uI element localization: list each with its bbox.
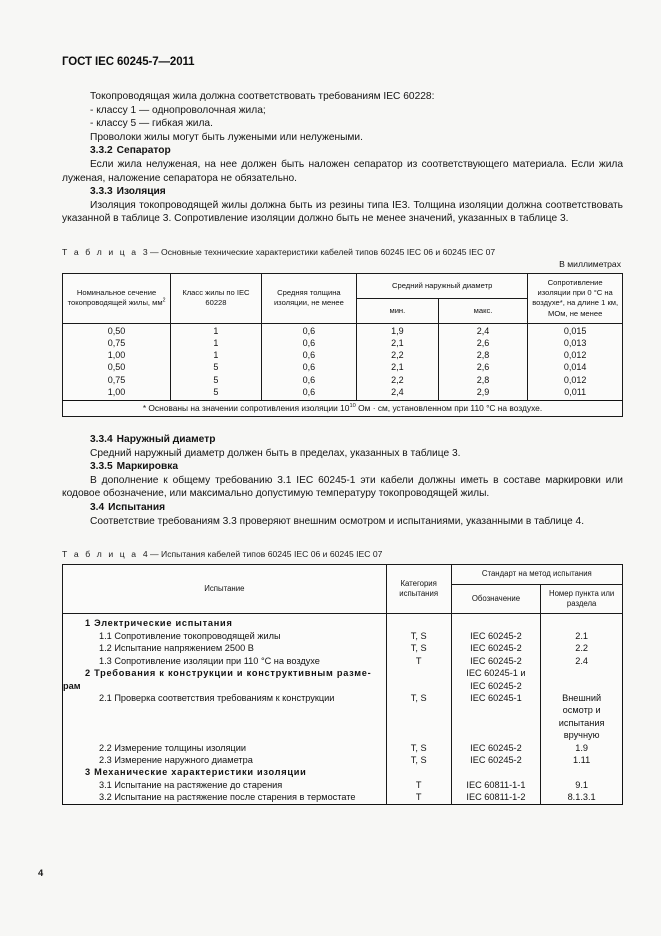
- clause-heading-3-4: [62, 501, 623, 515]
- table4-group-label-continued: рам: [63, 680, 81, 691]
- table4-cell-test: [63, 692, 387, 704]
- table-row: [63, 766, 623, 778]
- table4-sub-label: 1.1 Сопротивление токопроводящей жилы: [99, 630, 281, 641]
- clause-number-3-3-3: 3.3.3: [90, 186, 113, 198]
- table4-cell-designation: IEC 60245-1 и: [451, 667, 541, 679]
- clause-number-3-3-5: 3.3.5: [90, 461, 113, 473]
- clause-title-3-3-5: Маркировка: [116, 461, 179, 473]
- table3-cell: 2,8: [438, 350, 528, 362]
- table3-cell: 2,2: [356, 374, 438, 386]
- table4-cell-test: [63, 680, 387, 692]
- table3-cell: 2,1: [356, 362, 438, 374]
- table4-cell-designation: IEC 60245-2: [451, 642, 541, 654]
- paragraph-tinned-wires: Проволоки жилы могут быть лужеными или нелужеными.: [90, 131, 363, 143]
- table4-cell-designation: [451, 729, 541, 741]
- table3-cell: 2,4: [356, 386, 438, 400]
- table-row: [63, 642, 623, 654]
- clause-title-3-3-4: Наружный диаметр: [116, 434, 216, 446]
- table3-cell: 0,012: [528, 350, 623, 362]
- table3-th-group-mean-diameter: Средний наружный диаметр: [356, 273, 527, 298]
- table3-cell: 0,6: [261, 323, 356, 337]
- table4-caption-text: — Испытания кабелей типов 60245 IEC 06 и 60245 IEC 07: [150, 549, 383, 560]
- table4-sub-label: [73, 717, 382, 729]
- table4-sub-label: 2.3 Измерение наружного диаметра: [99, 754, 253, 765]
- table4-caption-label: Т а б л и ц а: [62, 549, 139, 560]
- table3-cell: 2,6: [438, 362, 528, 374]
- table3-cell: 1: [171, 350, 262, 362]
- table3-cell: 5: [171, 362, 262, 374]
- table4-cell-designation: IEC 60245-2: [451, 754, 541, 766]
- table-row: [63, 717, 623, 729]
- table4-cell-category: T: [386, 655, 451, 667]
- table3-th-mean-thickness: Средняя толщина изоляции, не менее: [261, 273, 356, 323]
- table4-th-group-standard: Стандарт на метод испытания: [451, 565, 622, 584]
- table-row: [63, 692, 623, 704]
- table4-cell-test: [63, 667, 387, 679]
- table4-sub-label: 2.2 Измерение толщины изоляции: [99, 742, 246, 753]
- table-row: [63, 614, 623, 630]
- table-row: [63, 779, 623, 791]
- table3-header-row-1: [63, 273, 623, 298]
- table3-footnote-exponent: 10: [349, 403, 356, 410]
- table4-cell-test: [63, 630, 387, 642]
- table4-cell-category: [386, 766, 451, 778]
- table3-th-diameter-min: мин.: [356, 298, 438, 323]
- table3-cell: 0,75: [63, 338, 171, 350]
- table3-caption-number: 3: [142, 246, 148, 257]
- table4-cell-test: [63, 704, 387, 716]
- table4-cell-category: [386, 680, 451, 692]
- table-row: [63, 704, 623, 716]
- table3-cell: 1,9: [356, 323, 438, 337]
- table3-cell: 0,015: [528, 323, 623, 337]
- table4-cell-designation: [451, 717, 541, 729]
- table4-group-label: 3 Механические характеристики изоляции: [85, 767, 307, 778]
- table3-cell: 1,00: [63, 350, 171, 362]
- table4-body: [63, 614, 623, 804]
- table-row: [63, 350, 623, 362]
- table4-sub-label: 1.3 Сопротивление изоляции при 110 °С на воздухе: [99, 655, 320, 666]
- table4-caption-number: 4: [142, 549, 148, 560]
- table4-group-label: 1 Электрические испытания: [85, 618, 233, 629]
- table4-cell-test: [63, 614, 387, 630]
- table-row: [63, 680, 623, 692]
- table4-cell-designation: [451, 614, 541, 630]
- table3-caption-text: — Основные технические характеристики кабелей типов 60245 IEC 06 и 60245 IEC 07: [150, 246, 496, 257]
- table4-cell-clause: [541, 667, 623, 679]
- paragraph-tests: Соответствие требованиям 3.3 проверяют внешним осмотром и испытаниями, указанными в таблице 4.: [90, 515, 585, 527]
- table4-cell-category: [386, 717, 451, 729]
- table4-cell-designation: IEC 60245-1: [451, 692, 541, 704]
- table4-cell-test: [63, 779, 387, 791]
- table-row: [63, 338, 623, 350]
- table3-caption-label: Т а б л и ц а: [62, 246, 139, 257]
- table-3-cable-characteristics: [62, 273, 623, 417]
- paragraph-outer-diameter: Средний наружный диаметр должен быть в пределах, указанных в таблице 3.: [90, 447, 461, 459]
- table4-cell-clause: 1.11: [573, 754, 591, 765]
- table4-cell-clause: Внешний: [562, 692, 602, 703]
- table3-cell: 2,4: [438, 323, 528, 337]
- table4-cell-designation: [451, 704, 541, 716]
- table4-cell-designation: IEC 60811-1-2: [451, 791, 541, 804]
- table4-cell-clause: вручную: [563, 730, 600, 741]
- table4-header-row-1: [63, 565, 623, 584]
- table4-cell-category: [386, 667, 451, 679]
- table4-cell-designation: [451, 766, 541, 778]
- table4-sub-label: 2.1 Проверка соответствия требованиям к конструкции: [99, 692, 335, 703]
- paragraph-class-1: - классу 1 — однопроволочная жила;: [90, 104, 266, 116]
- table3-cell: 0,6: [261, 362, 356, 374]
- table3-cell: 5: [171, 386, 262, 400]
- table-row: [63, 655, 623, 667]
- table4-cell-designation: IEC 60245-2: [451, 655, 541, 667]
- table4-cell-designation: IEC 60245-2: [451, 680, 541, 692]
- table4-cell-clause: 1.9: [575, 742, 588, 753]
- table4-cell-clause: [541, 680, 623, 692]
- table4-cell-category: T, S: [386, 642, 451, 654]
- paragraph-conductor-requirement: Токопроводящая жила должна соответствовать требованиям IEC 60228:: [90, 91, 435, 102]
- paragraph-marking: В дополнение к общему требованию 3.1 IEC 60245-1 эти кабели должны иметь в составе маркировки или кодовое обозначение, или максимально допустимую температуру токопроводящей жилы.: [62, 474, 623, 500]
- table4-cell-category: T, S: [386, 742, 451, 754]
- table4-cell-clause: [541, 766, 623, 778]
- table4-cell-test: [63, 717, 387, 729]
- table-row: [63, 630, 623, 642]
- table-row: [63, 667, 623, 679]
- table-4-cable-tests: [62, 564, 623, 804]
- table3-cell: 0,012: [528, 374, 623, 386]
- document-header: ГОСТ IEC 60245-7—2011: [62, 56, 195, 68]
- table4-cell-category: T: [386, 779, 451, 791]
- table-row: [63, 374, 623, 386]
- clause-title-3-4: Испытания: [108, 502, 166, 514]
- paragraph-insulation: Изоляция токопроводящей жилы должна быть из резины типа IE3. Толщина изоляции должна соответствовать указанной в таблице 3. Сопротивление изоляции должно быть не менее значений, указанных в таблице 3.: [62, 199, 623, 225]
- table3-th-conductor-class: Класс жилы по IEC 60228: [171, 273, 262, 323]
- table3-footnote-post: Ом · см, установленном при 110 °С на воздухе.: [355, 403, 543, 414]
- table4-cell-test: [63, 729, 387, 741]
- table4-th-test: Испытание: [63, 565, 387, 614]
- table4-sub-label: 1.2 Испытание напряжением 2500 В: [99, 643, 254, 654]
- paragraph-separator: Если жила нелуженая, на нее должен быть наложен сепаратор из соответствующего материала. Если жила луженая, наложение сепаратора не обязательно.: [62, 158, 623, 184]
- table-row: [63, 742, 623, 754]
- table3-cell: 0,014: [528, 362, 623, 374]
- table4-sub-label: 3.2 Испытание на растяжение после старения в термостате: [99, 792, 356, 803]
- clause-title-3-3-3: Изоляция: [116, 186, 166, 198]
- clause-heading-3-3-2: [62, 144, 623, 158]
- table3-cell: 0,6: [261, 374, 356, 386]
- page-number: 4: [38, 867, 44, 878]
- table3-footnote: [63, 401, 623, 417]
- table3-units-note: В миллиметрах: [559, 258, 621, 269]
- table3-cell: 0,6: [261, 350, 356, 362]
- table-row: [63, 362, 623, 374]
- table4-cell-clause: [541, 614, 623, 630]
- table4-cell-category: T, S: [386, 754, 451, 766]
- table4-cell-category: [386, 729, 451, 741]
- table4-cell-category: [386, 614, 451, 630]
- table3-cell: 2,9: [438, 386, 528, 400]
- table4-cell-category: T: [386, 791, 451, 804]
- table3-cell: 2,8: [438, 374, 528, 386]
- table-row: [63, 386, 623, 400]
- table3-cell: 0,75: [63, 374, 171, 386]
- table4-cell-clause: 2.1: [575, 630, 588, 641]
- table3-th-insulation-resistance: Сопротивление изоляции при 0 °С на воздухе*, на длине 1 км, МОм, не менее: [528, 273, 623, 323]
- table3-th-nominal-section: [63, 273, 171, 323]
- table4-sub-label: [73, 704, 382, 716]
- table3-footnote-pre: * Основаны на значении сопротивления изоляции 10: [142, 403, 350, 414]
- table3-footnote-row: [63, 401, 623, 417]
- table4-cell-clause: 2.4: [575, 655, 588, 666]
- paragraph-class-5: - классу 5 — гибкая жила.: [90, 118, 213, 130]
- table4-cell-designation: IEC 60245-2: [451, 630, 541, 642]
- table4-sub-label: [73, 729, 382, 741]
- table-row: [63, 729, 623, 741]
- table4-cell-test: [63, 742, 387, 754]
- table3-cell: 0,50: [63, 323, 171, 337]
- table4-cell-test: [63, 642, 387, 654]
- table4-cell-category: T, S: [386, 692, 451, 704]
- table4-cell-test: [63, 754, 387, 766]
- table4-th-clause-number: Номер пункта или раздела: [541, 584, 623, 614]
- table4-cell-designation: IEC 60811-1-1: [451, 779, 541, 791]
- table-row: [63, 791, 623, 804]
- table4-cell-test: [63, 655, 387, 667]
- table4-cell-category: T, S: [386, 630, 451, 642]
- table3-cell: 0,013: [528, 338, 623, 350]
- clause-number-3-3-2: 3.3.2: [90, 145, 113, 157]
- clause-heading-3-3-5: [62, 460, 623, 474]
- clause-number-3-4: 3.4: [90, 502, 105, 514]
- table4-cell-test: [63, 791, 387, 804]
- table-row: [63, 323, 623, 337]
- clause-number-3-3-4: 3.3.4: [90, 434, 113, 446]
- table4-th-category: Категория испытания: [386, 565, 451, 614]
- table4-cell-clause: 2.2: [575, 643, 588, 654]
- table3-th-nominal-section-sup: 2: [162, 297, 166, 304]
- table4-sub-label: 3.1 Испытание на растяжение до старения: [99, 779, 283, 790]
- table3-cell: 2,2: [356, 350, 438, 362]
- table4-cell-clause: 8.1.3.1: [567, 792, 596, 803]
- table3-cell: 2,6: [438, 338, 528, 350]
- table4-cell-designation: IEC 60245-2: [451, 742, 541, 754]
- table3-caption: [62, 246, 623, 258]
- table4-cell-category: [386, 704, 451, 716]
- table3-body: [63, 323, 623, 416]
- table3-cell: 0,6: [261, 338, 356, 350]
- table3-cell: 0,6: [261, 386, 356, 400]
- table3-cell: 0,50: [63, 362, 171, 374]
- table3-cell: 1: [171, 338, 262, 350]
- table4-cell-clause: испытания: [558, 717, 605, 728]
- table4-cell-clause: 9.1: [575, 779, 588, 790]
- table3-th-diameter-max: макс.: [438, 298, 528, 323]
- table3-th-nominal-section-text: Номинальное сечение токопроводящей жилы, мм: [67, 288, 163, 308]
- table4-cell-test: [63, 766, 387, 778]
- table4-cell-clause: осмотр и: [562, 705, 601, 716]
- table-row: [63, 754, 623, 766]
- table3-cell: 1,00: [63, 386, 171, 400]
- table3-cell: 2,1: [356, 338, 438, 350]
- table3-cell: 0,011: [528, 386, 623, 400]
- clause-heading-3-3-3: [62, 185, 623, 199]
- table3-cell: 1: [171, 323, 262, 337]
- clause-heading-3-3-4: [62, 433, 623, 447]
- table4-th-designation: Обозначение: [451, 584, 541, 614]
- table3-cell: 5: [171, 374, 262, 386]
- clause-title-3-3-2: Сепаратор: [116, 145, 171, 157]
- table4-caption: [62, 548, 623, 560]
- table4-group-label: 2 Требования к конструкции и конструктивным разме-: [85, 668, 372, 679]
